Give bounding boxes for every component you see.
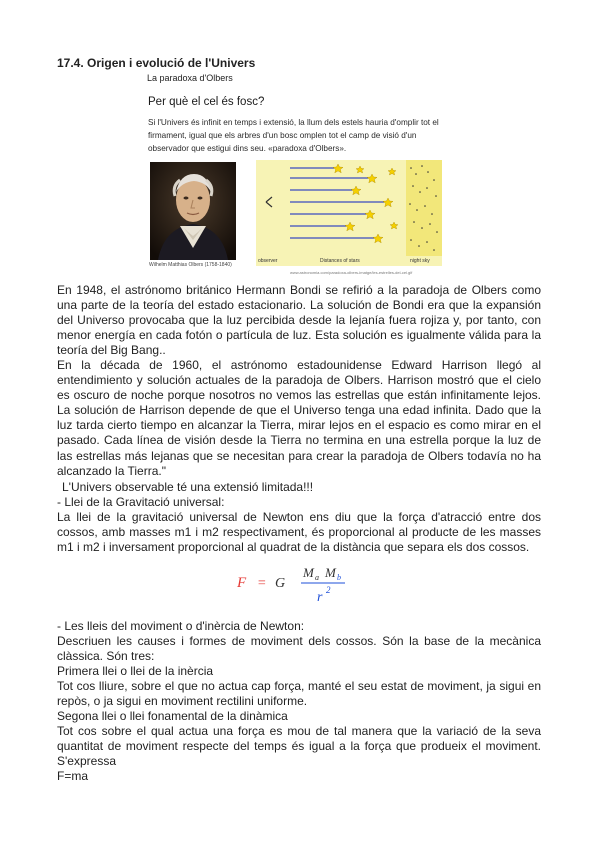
diagram-label-distances: Distances of stars bbox=[320, 258, 360, 264]
paragraph-limited-universe: L'Univers observable té una extensió limitada!!! bbox=[62, 480, 314, 494]
paragraph-harrison: En la década de 1960, el astrónomo estadounidense Edward Harrison llegó al entendimiento y solución actuales de la paradoja de Olbers. Harrison mostró que el cielo es oscuro de noche porque nosotros no vemos las estrellas que están infinitamente lejos. La solución de Harrison depende de que el Universo tenga una edad infinita. Dado que la luz tarda cierto tiempo en alcanzar la Tierra, mirar lejos en el espacio es como mirar en el pasado. Cada línea de visión desde la Tierra no termina en una estrella porque la luz de las estrellas más lejanas que se necesitan para crear la paradoja de Olbers todavía no ha alcanzado la Tierra." bbox=[57, 358, 541, 478]
olbers-diagram bbox=[256, 160, 442, 266]
paragraph-first-law: Tot cos lliure, sobre el que no actua cap força, manté el seu estat de moviment, ja sigui en repòs, o ja sigui en moviment rectilini uniforme. bbox=[57, 679, 541, 709]
formula-sub-a: a bbox=[315, 573, 319, 582]
formula-Ma: M bbox=[303, 565, 314, 580]
formula-G: G bbox=[275, 576, 286, 591]
equation-fma: F=ma bbox=[57, 769, 89, 783]
section-title: 17.4. Origen i evolució de l'Univers bbox=[57, 56, 256, 70]
portrait-caption: Wilhelm Matthias Olbers (1758-1840) bbox=[149, 262, 232, 268]
formula-exponent: 2 bbox=[326, 585, 331, 595]
paragraph-gravitation: La llei de la gravitació universal de Newton ens diu que la força d'atracció entre dos cossos, amb masses m1 i m2 respectivament, és proporcional al producte de les masses m1 i m2 i inversament proporcional al quadrat de la distància que separa els dos cossos. bbox=[57, 510, 541, 555]
olbers-portrait bbox=[150, 162, 236, 260]
gravitation-formula bbox=[233, 563, 363, 607]
paragraph-second-law: Tot cos sobre el qual actua una força es mou de tal manera que la variació de la seva quantitat de moviment respecte del temps és igual a la força que produeix el moviment. S'expressa bbox=[57, 724, 541, 769]
diagram-label-observer: observer bbox=[258, 258, 278, 264]
paragraph-bondi: En 1948, el astrónomo británico Hermann Bondi se refirió a la paradoja de Olbers como una parte de la teoría del estado estacionario. La solución de Bondi era que la expansión del Universo provocaba que la luz percibida desde la lejanía fuera rojiza y, por tanto, con menor energía en cada fotón o partícula de luz. Esta solución es igualmente válida para la teoría del Big Bang.. bbox=[57, 283, 541, 358]
figure-caption: Si l'Univers és infinit en temps i extensió, la llum dels estels hauria d'omplir tot el firmament, igual que els arbres d'un bosc omplen tot el camp de visió d'un observador que estigui dins seu. «paradoxa d'Olbers». bbox=[148, 118, 439, 153]
heading-newton-laws: - Les lleis del moviment o d'inèrcia de Newton: bbox=[57, 619, 305, 633]
formula-r: r bbox=[317, 590, 323, 605]
figure-subtitle: La paradoxa d'Olbers bbox=[147, 73, 233, 83]
heading-second-law: Segona llei o llei fonamental de la dinàmica bbox=[57, 709, 288, 723]
olbers-figure bbox=[144, 92, 444, 278]
formula-equals: = bbox=[257, 576, 267, 591]
paragraph-newton-laws: Descriuen les causes i formes de moviment dels cossos. Són la base de la mecànica clàssica. Són tres: bbox=[57, 634, 541, 664]
formula-F: F bbox=[237, 575, 247, 591]
diagram-label-night-sky: night sky bbox=[410, 258, 430, 264]
heading-gravitation: - Llei de la Gravitació universal: bbox=[57, 495, 225, 509]
figure-question: Per què el cel és fosc? bbox=[148, 96, 265, 108]
heading-first-law: Primera llei o llei de la inèrcia bbox=[57, 664, 214, 678]
formula-sub-b: b bbox=[337, 573, 341, 582]
formula-Mb: M bbox=[325, 565, 336, 580]
diagram-credit: www.astronomia.com/paradoxa-olbers-imatge/les-estrelles-del-cel.gif bbox=[290, 270, 413, 275]
